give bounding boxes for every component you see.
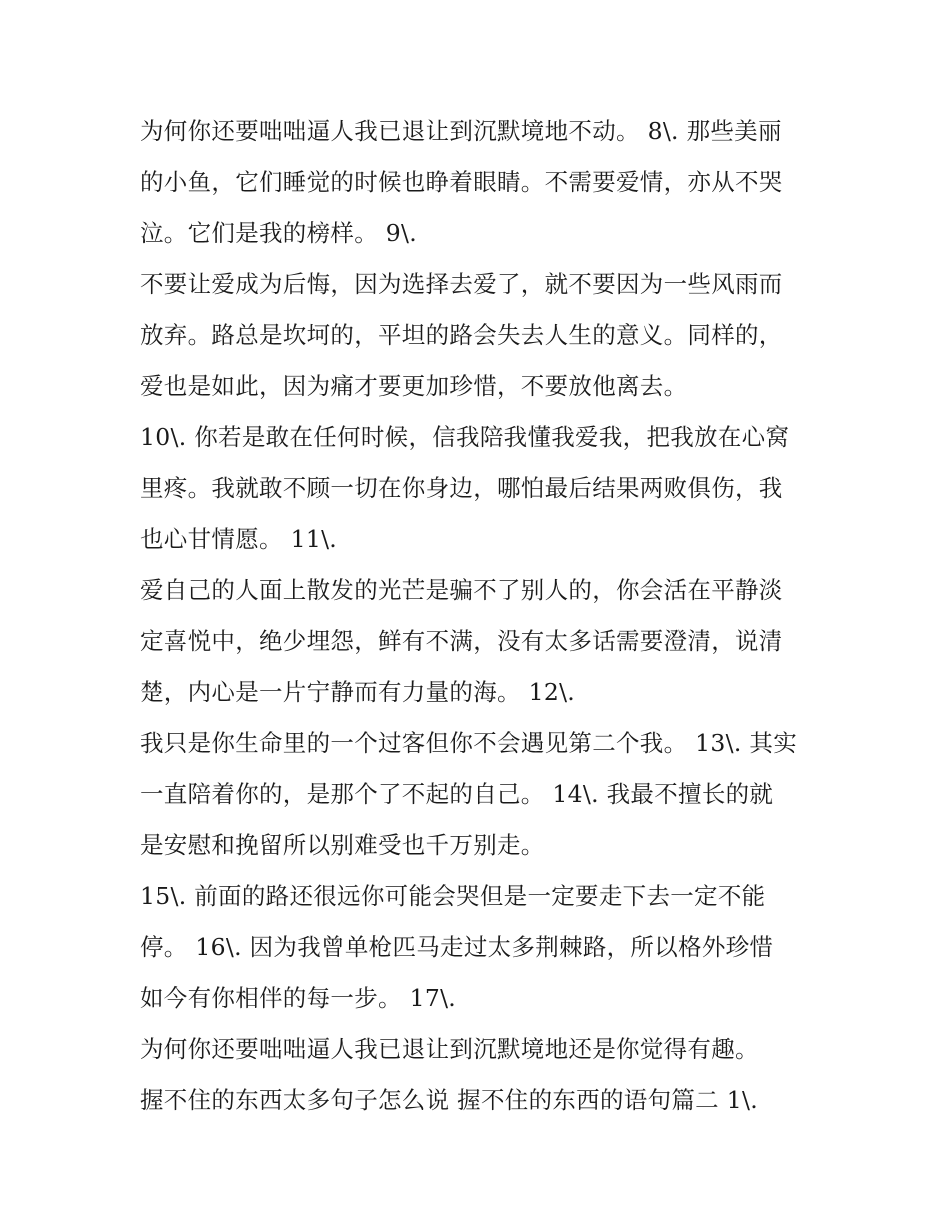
text-line: 楚，内心是一片宁静而有力量的海。 12\. xyxy=(140,678,576,706)
text-line: 一直陪着你的，是那个了不起的自己。 14\. 我最不擅长的就 xyxy=(140,780,774,808)
text-line: 爱自己的人面上散发的光芒是骗不了别人的，你会活在平静淡 xyxy=(140,576,783,604)
text-line: 定喜悦中，绝少埋怨，鲜有不满，没有太多话需要澄清，说清 xyxy=(140,627,783,655)
document-body xyxy=(140,106,820,1126)
text-line: 爱也是如此，因为痛才要更加珍惜，不要放他离去。 xyxy=(140,372,688,400)
text-line: 里疼。我就敢不顾一切在你身边，哪怕最后结果两败俱伤，我 xyxy=(140,474,783,502)
paragraph-1 xyxy=(140,106,820,259)
paragraph-8 xyxy=(140,1075,820,1126)
text-line: 如今有你相伴的每一步。 17\. xyxy=(140,984,457,1012)
text-line: 放弃。路总是坎坷的，平坦的路会失去人生的意义。同样的， xyxy=(140,321,783,349)
text-line: 的小鱼，它们睡觉的时候也睁着眼睛。不需要爱情，亦从不哭 xyxy=(140,168,783,196)
text-line: 握不住的东西太多句子怎么说 握不住的东西的语句篇二 1\. xyxy=(140,1086,758,1114)
paragraph-2 xyxy=(140,259,820,412)
paragraph-3 xyxy=(140,412,820,565)
text-line: 泣。它们是我的榜样。 9\. xyxy=(140,219,418,247)
paragraph-6 xyxy=(140,871,820,1024)
text-line: 我只是你生命里的一个过客但你不会遇见第二个我。 13\. 其实 xyxy=(140,729,798,757)
paragraph-7 xyxy=(140,1024,820,1075)
text-line: 停。 16\. 因为我曾单枪匹马走过太多荆棘路，所以格外珍惜 xyxy=(140,933,774,961)
paragraph-4 xyxy=(140,565,820,718)
text-line: 为何你还要咄咄逼人我已退让到沉默境地还是你觉得有趣。 xyxy=(140,1035,759,1063)
text-line: 15\. 前面的路还很远你可能会哭但是一定要走下去一定不能 xyxy=(140,882,766,910)
text-line: 也心甘情愿。 11\. xyxy=(140,525,338,553)
text-line: 10\. 你若是敢在任何时候，信我陪我懂我爱我，把我放在心窝 xyxy=(140,423,790,451)
text-line: 为何你还要咄咄逼人我已退让到沉默境地不动。 8\. 那些美丽 xyxy=(140,117,782,145)
text-line: 不要让爱成为后悔，因为选择去爱了，就不要因为一些风雨而 xyxy=(140,270,783,298)
text-line: 是安慰和挽留所以别难受也千万别走。 xyxy=(140,831,545,859)
paragraph-5 xyxy=(140,718,820,871)
